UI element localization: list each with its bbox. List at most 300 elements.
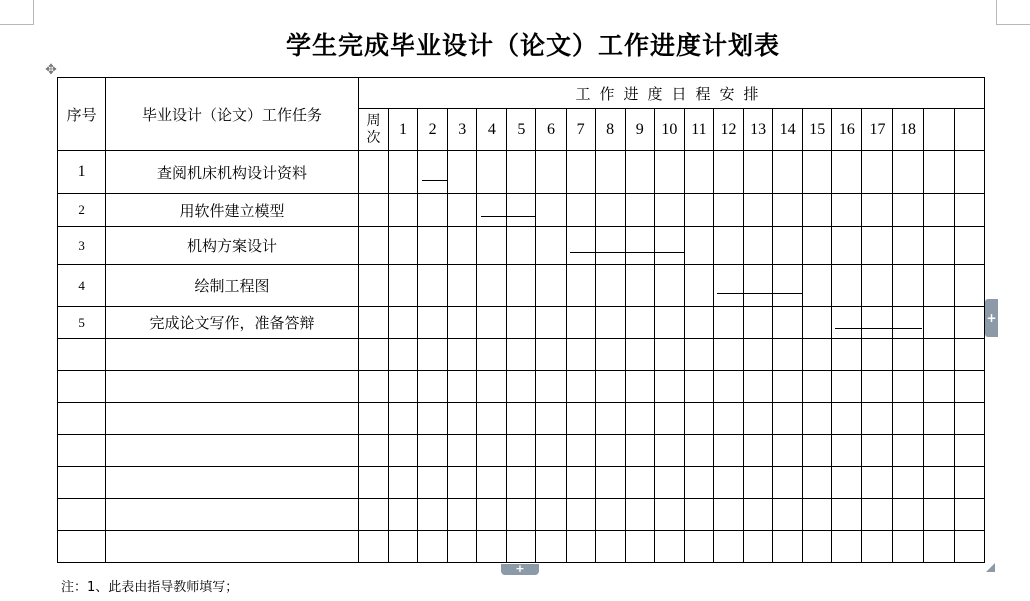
schedule-cell[interactable] [684,227,713,265]
schedule-bar [481,216,536,217]
schedule-cell[interactable] [358,339,388,371]
schedule-cell[interactable] [625,403,654,435]
schedule-cell[interactable] [954,371,984,403]
schedule-cell[interactable] [862,265,893,307]
schedule-cell[interactable] [954,531,984,563]
task-name-cell[interactable] [106,467,359,499]
schedule-cell[interactable] [448,531,477,563]
schedule-cell[interactable] [773,307,803,339]
schedule-cell[interactable] [923,307,954,339]
schedule-cell[interactable] [566,499,595,531]
schedule-cell[interactable] [713,435,743,467]
schedule-cell[interactable] [713,531,743,563]
schedule-cell[interactable] [654,371,684,403]
schedule-cell[interactable] [773,435,803,467]
schedule-cell[interactable] [803,227,832,265]
schedule-cell[interactable] [389,151,418,194]
schedule-cell[interactable] [477,194,507,227]
task-number-cell[interactable]: 3 [58,227,106,265]
task-number-cell[interactable] [58,403,106,435]
schedule-cell[interactable] [507,499,536,531]
schedule-cell[interactable] [418,227,448,265]
schedule-cell[interactable] [654,531,684,563]
schedule-cell[interactable] [418,467,448,499]
schedule-cell[interactable] [595,531,625,563]
schedule-cell[interactable] [954,403,984,435]
week-number-cell: 14 [773,109,803,151]
schedule-cell[interactable] [893,467,923,499]
schedule-cell[interactable] [566,531,595,563]
schedule-cell[interactable] [654,227,684,265]
schedule-cell[interactable] [744,339,773,371]
schedule-cell[interactable] [625,499,654,531]
schedule-cell[interactable] [862,499,893,531]
schedule-cell[interactable] [923,467,954,499]
schedule-cell[interactable] [862,403,893,435]
schedule-cell[interactable] [566,307,595,339]
schedule-cell[interactable] [832,227,862,265]
schedule-cell[interactable] [595,265,625,307]
schedule-cell[interactable] [893,403,923,435]
schedule-cell[interactable] [893,194,923,227]
schedule-header: 工作进度日程安排 [358,78,984,109]
schedule-cell[interactable] [654,151,684,194]
schedule-cell[interactable] [536,265,566,307]
schedule-cell[interactable] [507,265,536,307]
schedule-cell[interactable] [713,467,743,499]
schedule-cell[interactable] [862,151,893,194]
schedule-cell[interactable] [744,531,773,563]
schedule-cell[interactable] [923,151,954,194]
schedule-cell[interactable] [832,371,862,403]
schedule-cell[interactable] [744,499,773,531]
page-corner-mark-top-right [996,0,1030,25]
schedule-cell[interactable] [862,339,893,371]
schedule-cell[interactable] [566,151,595,194]
schedule-cell[interactable] [536,194,566,227]
schedule-cell[interactable] [713,265,743,307]
schedule-cell[interactable] [713,339,743,371]
schedule-cell[interactable] [358,307,388,339]
schedule-cell[interactable] [832,403,862,435]
schedule-cell[interactable] [862,371,893,403]
week-number-cell: 1 [389,109,418,151]
schedule-cell[interactable] [923,339,954,371]
task-number-cell[interactable] [58,435,106,467]
schedule-cell[interactable] [773,339,803,371]
schedule-cell[interactable] [389,499,418,531]
schedule-cell[interactable] [832,151,862,194]
schedule-cell[interactable] [954,307,984,339]
schedule-cell[interactable] [536,435,566,467]
schedule-cell[interactable] [507,194,536,227]
week-number-cell: 4 [477,109,507,151]
schedule-cell[interactable] [448,307,477,339]
schedule-cell[interactable] [595,151,625,194]
schedule-cell[interactable] [389,265,418,307]
schedule-cell[interactable] [954,194,984,227]
schedule-cell[interactable] [389,307,418,339]
schedule-cell[interactable] [713,227,743,265]
schedule-cell[interactable] [923,265,954,307]
schedule-cell[interactable] [773,531,803,563]
schedule-cell[interactable] [862,531,893,563]
schedule-cell[interactable] [923,403,954,435]
schedule-cell[interactable] [536,151,566,194]
schedule-cell[interactable] [389,435,418,467]
schedule-cell[interactable] [595,467,625,499]
schedule-cell[interactable] [803,339,832,371]
schedule-cell[interactable] [358,265,388,307]
schedule-cell[interactable] [773,467,803,499]
schedule-cell[interactable] [566,435,595,467]
schedule-cell[interactable] [654,435,684,467]
schedule-cell[interactable] [803,531,832,563]
schedule-cell[interactable] [654,499,684,531]
schedule-cell[interactable] [566,371,595,403]
schedule-cell[interactable] [803,499,832,531]
schedule-cell[interactable] [418,194,448,227]
task-name-cell[interactable] [106,403,359,435]
schedule-cell[interactable] [654,339,684,371]
task-number-cell[interactable] [58,499,106,531]
task-number-cell[interactable] [58,531,106,563]
schedule-cell[interactable] [418,371,448,403]
schedule-cell[interactable] [477,371,507,403]
week-number-cell: 12 [713,109,743,151]
schedule-cell[interactable] [954,467,984,499]
schedule-cell[interactable] [507,339,536,371]
task-row [58,307,985,339]
schedule-cell[interactable] [625,531,654,563]
schedule-cell[interactable] [625,227,654,265]
schedule-cell[interactable] [448,435,477,467]
schedule-cell[interactable] [684,307,713,339]
schedule-cell[interactable] [684,265,713,307]
schedule-cell[interactable] [389,531,418,563]
schedule-cell[interactable] [595,371,625,403]
schedule-cell[interactable] [862,307,893,339]
schedule-cell[interactable] [477,227,507,265]
task-name-cell[interactable] [106,371,359,403]
schedule-cell[interactable] [954,339,984,371]
schedule-cell[interactable] [448,265,477,307]
schedule-cell[interactable] [595,227,625,265]
schedule-cell[interactable] [832,339,862,371]
schedule-cell[interactable] [803,265,832,307]
task-number-cell[interactable]: 2 [58,194,106,227]
schedule-cell[interactable] [803,435,832,467]
schedule-cell[interactable] [803,467,832,499]
schedule-cell[interactable] [893,151,923,194]
schedule-cell[interactable] [713,371,743,403]
schedule-cell[interactable] [448,194,477,227]
schedule-cell[interactable] [477,403,507,435]
schedule-cell[interactable] [625,151,654,194]
task-number-cell[interactable] [58,371,106,403]
schedule-cell[interactable] [684,371,713,403]
schedule-cell[interactable] [803,194,832,227]
schedule-cell[interactable] [832,467,862,499]
schedule-cell[interactable] [923,194,954,227]
schedule-cell[interactable] [803,307,832,339]
schedule-cell[interactable] [684,339,713,371]
schedule-cell[interactable] [893,227,923,265]
schedule-cell[interactable] [536,467,566,499]
schedule-cell[interactable] [744,151,773,194]
schedule-cell[interactable] [893,435,923,467]
schedule-cell[interactable] [536,227,566,265]
schedule-cell[interactable] [477,467,507,499]
schedule-cell[interactable] [713,194,743,227]
schedule-cell[interactable] [954,151,984,194]
week-label-cell [358,109,388,151]
schedule-cell[interactable] [536,499,566,531]
schedule-cell[interactable] [744,307,773,339]
task-name-cell[interactable] [106,499,359,531]
schedule-cell[interactable] [477,265,507,307]
task-number-cell[interactable]: 1 [58,151,106,194]
schedule-cell[interactable] [744,467,773,499]
schedule-cell[interactable] [654,265,684,307]
schedule-cell[interactable] [923,499,954,531]
schedule-cell[interactable] [684,151,713,194]
schedule-cell[interactable] [507,371,536,403]
schedule-cell[interactable] [744,265,773,307]
schedule-cell[interactable] [625,339,654,371]
schedule-cell[interactable] [923,227,954,265]
schedule-cell[interactable] [536,403,566,435]
schedule-cell[interactable] [595,403,625,435]
schedule-cell[interactable] [684,435,713,467]
task-number-cell[interactable]: 4 [58,265,106,307]
schedule-cell[interactable] [477,151,507,194]
schedule-cell[interactable] [625,265,654,307]
schedule-cell[interactable] [893,265,923,307]
task-name-cell[interactable] [106,339,359,371]
schedule-cell[interactable] [684,403,713,435]
schedule-cell[interactable] [358,403,388,435]
schedule-cell[interactable] [773,499,803,531]
task-name-cell[interactable] [106,531,359,563]
schedule-cell[interactable] [954,265,984,307]
schedule-cell[interactable] [448,339,477,371]
schedule-cell[interactable] [832,194,862,227]
schedule-cell[interactable] [536,371,566,403]
schedule-cell[interactable] [832,499,862,531]
schedule-cell[interactable] [566,467,595,499]
schedule-cell[interactable] [358,151,388,194]
schedule-cell[interactable] [507,403,536,435]
schedule-cell[interactable] [684,499,713,531]
schedule-cell[interactable] [418,265,448,307]
empty-row [58,499,985,531]
schedule-cell[interactable] [654,194,684,227]
schedule-cell[interactable] [448,371,477,403]
schedule-cell[interactable] [744,435,773,467]
week-number-cell: 2 [418,109,448,151]
schedule-cell[interactable] [477,307,507,339]
task-name-cell[interactable] [106,435,359,467]
schedule-cell[interactable] [923,435,954,467]
task-number-cell[interactable]: 5 [58,307,106,339]
schedule-cell[interactable] [418,435,448,467]
schedule-cell[interactable] [803,371,832,403]
schedule-cell[interactable] [358,467,388,499]
schedule-cell[interactable] [595,307,625,339]
schedule-cell[interactable] [507,435,536,467]
schedule-cell[interactable] [595,435,625,467]
task-name-cell[interactable]: 查阅机床机构设计资料 [106,151,359,194]
schedule-cell[interactable] [536,307,566,339]
schedule-cell[interactable] [773,227,803,265]
schedule-cell[interactable] [477,499,507,531]
schedule-cell[interactable] [954,227,984,265]
schedule-cell[interactable] [418,499,448,531]
schedule-cell[interactable] [507,531,536,563]
schedule-cell[interactable] [893,499,923,531]
schedule-cell[interactable] [654,403,684,435]
schedule-cell[interactable] [625,435,654,467]
task-number-cell[interactable] [58,467,106,499]
schedule-cell[interactable] [625,194,654,227]
table-move-handle-icon[interactable]: ✥ [45,62,57,78]
task-row [58,227,985,265]
schedule-cell[interactable] [389,467,418,499]
schedule-cell[interactable] [358,371,388,403]
schedule-cell[interactable] [713,403,743,435]
schedule-cell[interactable] [358,499,388,531]
schedule-cell[interactable] [713,307,743,339]
schedule-cell[interactable] [566,339,595,371]
schedule-cell[interactable] [507,307,536,339]
schedule-cell[interactable] [389,227,418,265]
schedule-cell[interactable] [418,531,448,563]
schedule-cell[interactable] [418,151,448,194]
schedule-cell[interactable] [595,339,625,371]
schedule-cell[interactable] [862,227,893,265]
schedule-cell[interactable] [507,227,536,265]
schedule-cell[interactable] [713,151,743,194]
schedule-cell[interactable] [684,531,713,563]
week-number-cell: 17 [862,109,893,151]
schedule-cell[interactable] [389,371,418,403]
schedule-cell[interactable] [625,371,654,403]
schedule-cell[interactable] [448,499,477,531]
schedule-bar [835,328,922,329]
week-number-cell: 16 [832,109,862,151]
schedule-cell[interactable] [893,531,923,563]
schedule-cell[interactable] [358,194,388,227]
schedule-cell[interactable] [713,499,743,531]
schedule-cell[interactable] [448,467,477,499]
task-row [58,194,985,227]
schedule-cell[interactable] [448,403,477,435]
schedule-cell[interactable] [744,371,773,403]
add-column-button[interactable]: + [985,299,998,337]
schedule-cell[interactable] [773,265,803,307]
schedule-cell[interactable] [773,194,803,227]
task-name-cell[interactable]: 完成论文写作，准备答辩 [106,307,359,339]
task-name-cell[interactable]: 机构方案设计 [106,227,359,265]
schedule-cell[interactable] [923,371,954,403]
schedule-cell[interactable] [566,194,595,227]
schedule-cell[interactable] [803,151,832,194]
schedule-cell[interactable] [477,339,507,371]
schedule-cell[interactable] [595,194,625,227]
schedule-cell[interactable] [893,339,923,371]
schedule-cell[interactable] [744,194,773,227]
task-name-cell[interactable]: 绘制工程图 [106,265,359,307]
schedule-cell[interactable] [862,435,893,467]
schedule-cell[interactable] [448,151,477,194]
schedule-cell[interactable] [773,371,803,403]
schedule-cell[interactable] [625,467,654,499]
schedule-cell[interactable] [566,265,595,307]
schedule-cell[interactable] [448,227,477,265]
schedule-cell[interactable] [744,227,773,265]
schedule-cell[interactable] [832,531,862,563]
schedule-cell[interactable] [418,403,448,435]
schedule-cell[interactable] [625,307,654,339]
schedule-cell[interactable] [595,499,625,531]
schedule-cell[interactable] [566,227,595,265]
schedule-cell[interactable] [773,403,803,435]
schedule-cell[interactable] [893,307,923,339]
schedule-cell[interactable] [803,403,832,435]
schedule-cell[interactable] [862,467,893,499]
schedule-cell[interactable] [358,227,388,265]
schedule-cell[interactable] [654,307,684,339]
schedule-cell[interactable] [507,467,536,499]
schedule-cell[interactable] [684,467,713,499]
schedule-cell[interactable] [923,531,954,563]
schedule-cell[interactable] [893,371,923,403]
schedule-cell[interactable] [832,265,862,307]
week-number-cell: 3 [448,109,477,151]
schedule-cell[interactable] [389,339,418,371]
schedule-cell[interactable] [358,531,388,563]
schedule-cell[interactable] [684,194,713,227]
schedule-cell[interactable] [832,435,862,467]
schedule-cell[interactable] [418,339,448,371]
schedule-cell[interactable] [418,307,448,339]
schedule-cell[interactable] [832,307,862,339]
table-resize-handle[interactable] [986,563,995,572]
empty-row [58,403,985,435]
schedule-cell[interactable] [773,151,803,194]
schedule-cell[interactable] [954,435,984,467]
schedule-cell[interactable] [566,403,595,435]
task-number-cell[interactable] [58,339,106,371]
schedule-table [57,77,985,563]
schedule-cell[interactable] [862,194,893,227]
schedule-cell[interactable] [358,435,388,467]
schedule-cell[interactable] [654,467,684,499]
schedule-cell[interactable] [477,531,507,563]
schedule-cell[interactable] [536,531,566,563]
schedule-cell[interactable] [389,403,418,435]
schedule-cell[interactable] [536,339,566,371]
week-number-cell: 11 [684,109,713,151]
add-row-button[interactable]: + [501,564,539,575]
schedule-cell[interactable] [477,435,507,467]
schedule-cell[interactable] [954,499,984,531]
schedule-cell[interactable] [744,403,773,435]
task-name-cell[interactable]: 用软件建立模型 [106,194,359,227]
schedule-cell[interactable] [507,151,536,194]
schedule-cell[interactable] [389,194,418,227]
